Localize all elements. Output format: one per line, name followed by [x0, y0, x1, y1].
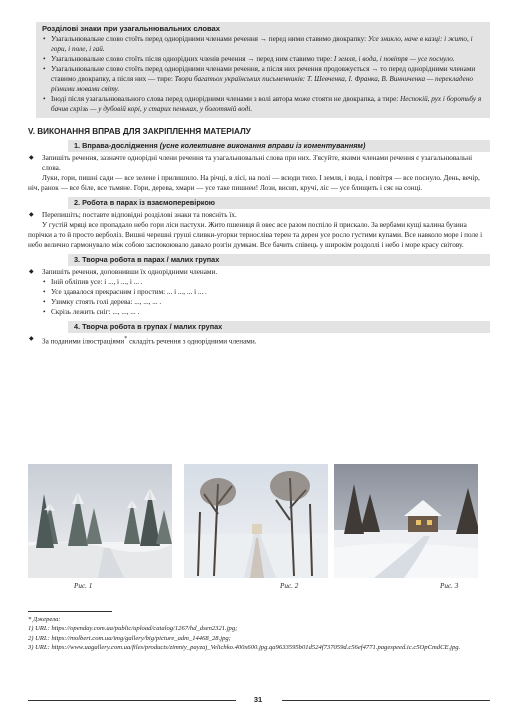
task2-text: У густій мряці все пропадало небо гори ліси пастухи. Жито пшениця й овес все разом поспіло й прискало. За вербами кущі калина бузина порічки а то й просто верболіз. Вишні черешні груші сливки-угорки терносліва терен та дерен усе росло густими купами. Все навколо море і поле і небо велично гармонувало між собою заспокоювало давало розгін думкам. Все бачить співець у широкім роздоллі і небо і море красу світову. [28, 221, 483, 249]
footnote-source: 2) URL: https://molbert.com.ua/img/gallery/big/picture_adm_14468_28.jpg; [28, 634, 231, 642]
task4-instruction [28, 335, 490, 347]
task3-item: • Іній обліпив усе: і ..., і ..., і ... . [42, 278, 490, 288]
task1-text: Луки, гори, пишні сади — все зелене і прилишило. На річці, в лісі, на полі — всюди тихо. І земля, і вода, і повітря — все поснуло. День, вечір, ніч, ранок — все біле, все тьмяне. Гори, дерева, хмари — усе таке пишнеи! Лози, висип, кручі, ліс — усе блищить і сяє на сонці. [28, 174, 480, 193]
illustrations [28, 464, 490, 594]
rules-box-title: Розділові знаки при узагальнювальних словах [42, 24, 220, 33]
rules-box [36, 22, 490, 118]
rule-text: Узагальнювальне слово стоїть перед однорідними членами речення, а після них речення продовжується → то перед однорідними членами ставимо двокрапку, а після них — тире: [51, 65, 476, 84]
illustration-2-snowy-road [184, 464, 328, 578]
task1-subtitle: (усне колективне виконання вправи із коментуванням) [159, 141, 366, 151]
task3-heading: 3. Творча робота в парах / малих групах [68, 254, 490, 266]
footnote-source: 1) URL: https://openday.com.ua/public/upload/catalog/1267/hd_dsen2321.jpg; [28, 625, 238, 633]
task4-instruction-b: складіть речення з однорідними членами. [127, 337, 257, 346]
footnote-title: * Джерела: [28, 616, 61, 623]
rule-text: Іноді після узагальнювального слова перед однорідними членами з волі автора може стояти не двокрапка, а тире: [51, 95, 401, 104]
caption-2: Рис. 2 [280, 582, 299, 590]
page-number: 31 [253, 695, 263, 704]
task3-item: • Узимку стоять голі дерева: ..., ..., ... . [42, 298, 490, 308]
task2-heading: 2. Робота в парах із взаємоперевіркою [68, 197, 490, 209]
task3-item: • Усе здавалося прекрасним і простим: ... і ..., ... і ... . [42, 288, 490, 298]
footer-rule-right [282, 700, 490, 701]
rule-example: Усе зникло, наче в казці: і жито, і гори, і поле, і гай. [51, 35, 473, 54]
footnote [28, 611, 490, 652]
task3-list [28, 278, 490, 318]
rules-list [42, 35, 484, 115]
task4-heading: 4. Творча робота в групах / малих групах [68, 321, 490, 333]
caption-3: Рис. 3 [440, 582, 459, 590]
rule-item [42, 95, 484, 115]
rule-text: Узагальнювальне слово стоїть перед однорідними членами речення → перед ними ставимо двокрапку: [51, 35, 368, 44]
page-body [28, 22, 490, 347]
task4-instruction-a: За поданими ілюстраціями [42, 337, 125, 346]
caption-1: Рис. 1 [74, 582, 93, 590]
illustration-1-winter-forest [28, 464, 172, 578]
rule-example: Неспокій, рух і боротьбу я бачив скрізь — у дубовій корі, у старих пеньках, у болотяній воді. [51, 95, 482, 114]
task2-instruction: ◆ Перепишіть; поставте відповідні розділові знаки та поясніть їх. [28, 211, 490, 221]
rule-item [42, 55, 484, 65]
task3-item: • Скрізь лежить сніг: ..., ..., ... . [42, 308, 490, 318]
rule-item [42, 65, 484, 95]
task1-title: 1. Вправа-дослідження [74, 141, 160, 151]
illustration-3-winter-village [334, 464, 478, 578]
footnote-marker: * [124, 335, 128, 342]
task1-instruction: ◆ Запишіть речення, зазначте однорідні члени речення та узагальнювальні слова при них. З'ясуйте, якими членами речення є узагальнювальні слова. [28, 154, 490, 174]
rule-example: Твори багатьох українських письменників: Т. Шевченка, І. Франка, В. Винниченка — перекладено різними мовами світу. [51, 75, 473, 94]
section-title: V. ВИКОНАННЯ ВПРАВ ДЛЯ ЗАКРІПЛЕННЯ МАТЕРІАЛУ [28, 126, 251, 136]
footnote-source: 3) URL: https://www.uagallery.com.ua/files/products/zimniy_payzaj_Velichko.400x600.jpg.qa9633595b01d524f737059d.c56ef4771.pagespeed.ic.c5OpCmdCE.jpg. [28, 644, 461, 652]
task3-instruction: ◆ Запишіть речення, доповнивши їх однорідними членами. [28, 268, 490, 278]
rule-item [42, 35, 484, 55]
task1-heading [68, 140, 490, 152]
rule-example: І земля, і вода, і повітря — усе поснуло. [333, 55, 455, 64]
rule-text: Узагальнювальне слово стоїть після однорідних членів речення → перед ним ставимо тире: [51, 55, 334, 64]
footnote-rule [28, 611, 112, 612]
